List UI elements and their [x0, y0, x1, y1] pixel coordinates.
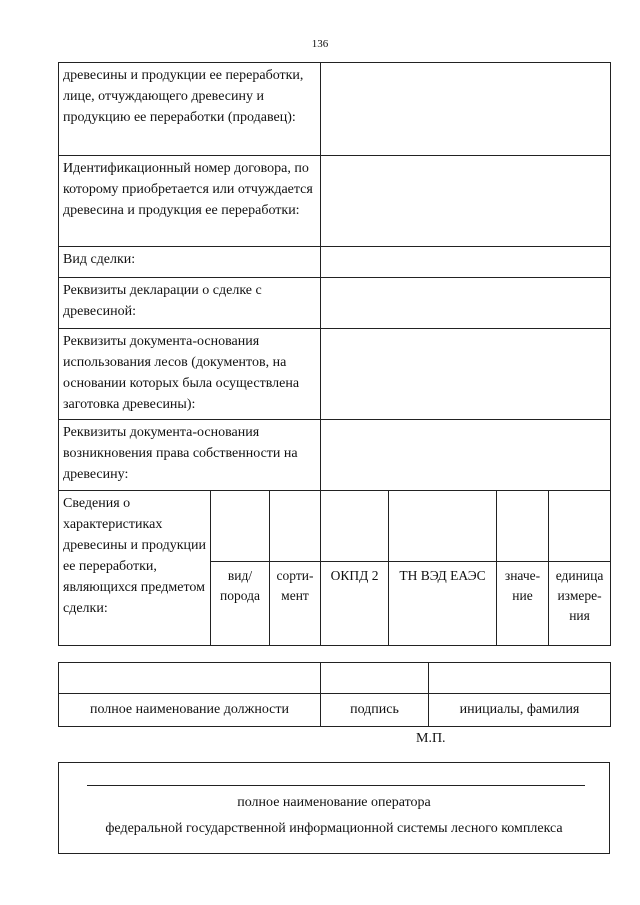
table-row [59, 278, 611, 329]
signature-table [58, 662, 611, 727]
row-label: древесины и продукции ее переработки, лице, отчуждающего древесину и продукцию ее переработки (продавец): [59, 63, 321, 156]
row-value-field[interactable] [321, 420, 611, 491]
characteristic-value-field[interactable] [549, 491, 611, 562]
row-label: Реквизиты документа-основания возникновения права собственности на древесину: [59, 420, 321, 491]
row-value-field[interactable] [321, 278, 611, 329]
operator-box [58, 762, 610, 854]
page-number: 136 [311, 38, 329, 50]
row-value-field[interactable] [321, 247, 611, 278]
table-row [59, 156, 611, 247]
characteristics-label: Сведения о характеристиках древесины и продукции ее переработки, являющихся предметом сделки: [59, 491, 211, 646]
table-row [59, 329, 611, 420]
column-caption-species: вид/ порода [211, 562, 270, 646]
name-field[interactable] [429, 663, 611, 694]
operator-name-line[interactable] [87, 785, 585, 786]
table-row [59, 420, 611, 491]
row-label: Реквизиты документа-основания использования лесов (документов, на основании которых была осуществлена заготовка древесины): [59, 329, 321, 420]
operator-caption-line1: полное наименование оператора [237, 795, 431, 810]
characteristic-value-field[interactable] [270, 491, 321, 562]
row-label: Идентификационный номер договора, по которому приобретается или отчуждается древесина и продукция ее переработки: [59, 156, 321, 247]
stamp-placeholder: М.П. [416, 731, 446, 746]
table-row [59, 491, 611, 562]
table-row [59, 247, 611, 278]
characteristic-value-field[interactable] [389, 491, 497, 562]
characteristic-value-field[interactable] [211, 491, 270, 562]
position-caption: полное наименование должности [59, 694, 321, 727]
row-value-field[interactable] [321, 329, 611, 420]
signature-field[interactable] [321, 663, 429, 694]
deal-info-table [58, 62, 611, 646]
position-field[interactable] [59, 663, 321, 694]
characteristic-value-field[interactable] [497, 491, 549, 562]
column-caption-assortment: сорти- мент [270, 562, 321, 646]
column-caption-unit: единица измере- ния [549, 562, 611, 646]
signature-caption: подпись [321, 694, 429, 727]
operator-caption-line2: федеральной государственной информационной системы лесного комплекса [105, 821, 563, 836]
row-label: Реквизиты декларации о сделке с древесиной: [59, 278, 321, 329]
row-label: Вид сделки: [59, 247, 321, 278]
table-row [59, 63, 611, 156]
characteristic-value-field[interactable] [321, 491, 389, 562]
row-value-field[interactable] [321, 156, 611, 247]
column-caption-tnved: ТН ВЭД ЕАЭС [389, 562, 497, 646]
column-caption-value: значе- ние [497, 562, 549, 646]
table-row [59, 694, 611, 727]
column-caption-okpd2: ОКПД 2 [321, 562, 389, 646]
name-caption: инициалы, фамилия [429, 694, 611, 727]
row-value-field[interactable] [321, 63, 611, 156]
table-row [59, 663, 611, 694]
